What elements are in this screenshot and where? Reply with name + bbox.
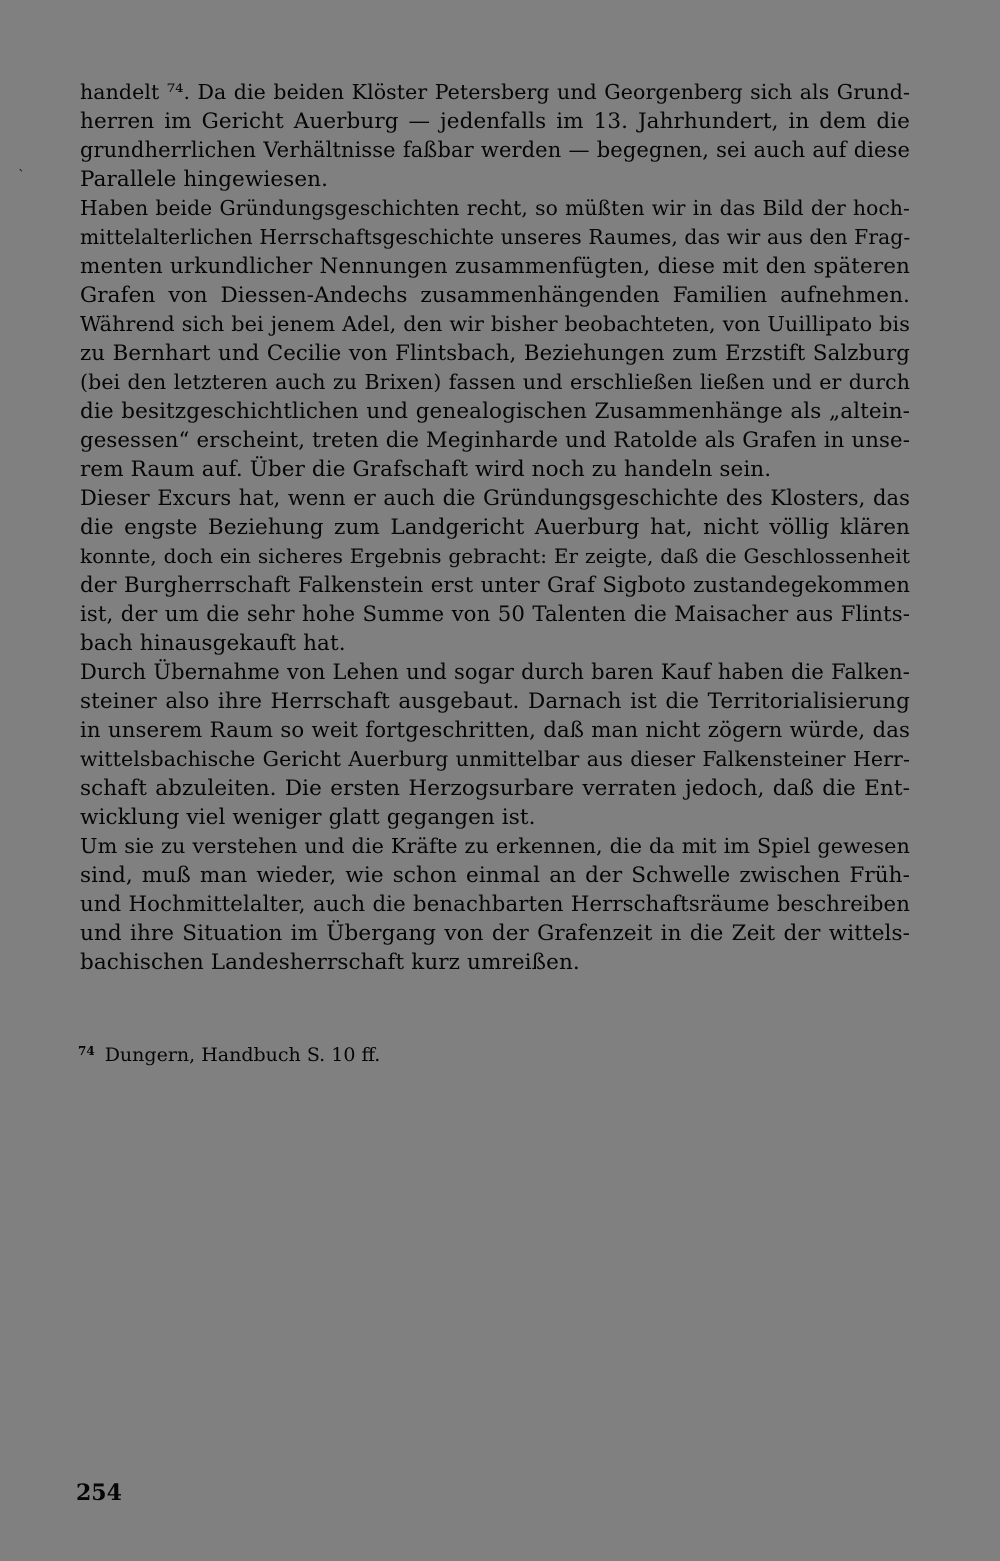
footnote — [78, 1038, 380, 1068]
text-line: wicklung viel weniger glatt gegangen ist. — [80, 805, 536, 830]
text-line: in unserem Raum so weit fortgeschritten, daß man nicht zögern würde, das — [80, 718, 910, 743]
text-line: mittelalterlichen Herrschaftsgeschichte unseres Raumes, das wir aus den Frag- — [80, 225, 911, 249]
text-line: und Hochmittelalter, auch die benachbarten Herrschaftsräume beschreiben — [80, 892, 910, 917]
text-line: die engste Beziehung zum Landgericht Auerburg hat, nicht völlig klären — [80, 515, 910, 540]
text-line: rem Raum auf. Über die Grafschaft wird noch zu handeln sein. — [80, 457, 772, 482]
text-line: menten urkundlicher Nennungen zusammenfügten, diese mit den späteren — [80, 254, 910, 279]
text-line: bach hinausgekauft hat. — [80, 631, 346, 656]
text-line: steiner also ihre Herrschaft ausgebaut. Darnach ist die Territorialisierung — [80, 689, 910, 714]
text-line: Dieser Excurs hat, wenn er auch die Gründungsgeschichte des Klosters, das — [80, 486, 910, 510]
footnote-number: 74 — [78, 1044, 95, 1058]
text-line: Haben beide Gründungsgeschichten recht, so müßten wir in das Bild der hoch- — [80, 196, 910, 220]
text-line: die besitzgeschichtlichen und genealogischen Zusammenhänge als „altein- — [80, 399, 910, 424]
text-line: Parallele hingewiesen. — [80, 167, 329, 192]
text-line: zu Bernhart und Cecilie von Flintsbach, Beziehungen zum Erzstift Salzburg — [80, 341, 910, 366]
text-line: und ihre Situation im Übergang von der Grafenzeit in die Zeit der wittels- — [80, 921, 910, 946]
text-line: wittelsbachische Gericht Auerburg unmittelbar aus dieser Falkensteiner Herr- — [80, 747, 910, 771]
text-line: ist, der um die sehr hohe Summe von 50 Talenten die Maisacher aus Flints- — [80, 602, 910, 627]
body-text — [80, 78, 910, 977]
text-line: Grafen von Diessen-Andechs zusammenhängenden Familien aufnehmen. — [80, 283, 910, 308]
text-line: konnte, doch ein sicheres Ergebnis gebracht: Er zeigte, daß die Geschlossenheit — [80, 544, 910, 568]
stray-mark: ` — [18, 168, 25, 184]
text-line: gesessen“ erscheint, treten die Meginharde und Ratolde als Grafen in unse- — [80, 428, 910, 453]
text-line: der Burgherrschaft Falkenstein erst unter Graf Sigboto zustandegekommen — [80, 573, 910, 598]
footnote-text: Dungern, Handbuch S. 10 ff. — [104, 1044, 381, 1066]
text-line: grundherrlichen Verhältnisse faßbar werden — begegnen, sei auch auf diese — [80, 138, 910, 162]
text-line: schaft abzuleiten. Die ersten Herzogsurbare verraten jedoch, daß die Ent- — [80, 776, 910, 801]
text-line: handelt ⁷⁴. Da die beiden Klöster Petersberg und Georgenberg sich als Grund- — [80, 80, 910, 104]
page-number: 254 — [76, 1480, 122, 1506]
text-line: Während sich bei jenem Adel, den wir bisher beobachteten, von Uuillipato bis — [80, 312, 910, 336]
text-line: (bei den letzteren auch zu Brixen) fassen und erschließen ließen und er durch — [80, 370, 910, 394]
text-line: Durch Übernahme von Lehen und sogar durch baren Kauf haben die Falken- — [80, 660, 910, 684]
text-line: herren im Gericht Auerburg — jedenfalls im 13. Jahrhundert, in dem die — [80, 109, 910, 134]
text-line: Um sie zu verstehen und die Kräfte zu erkennen, die da mit im Spiel gewesen — [80, 834, 910, 858]
text-line: sind, muß man wieder, wie schon einmal an der Schwelle zwischen Früh- — [80, 863, 910, 888]
text-line: bachischen Landesherrschaft kurz umreißen. — [80, 950, 580, 975]
